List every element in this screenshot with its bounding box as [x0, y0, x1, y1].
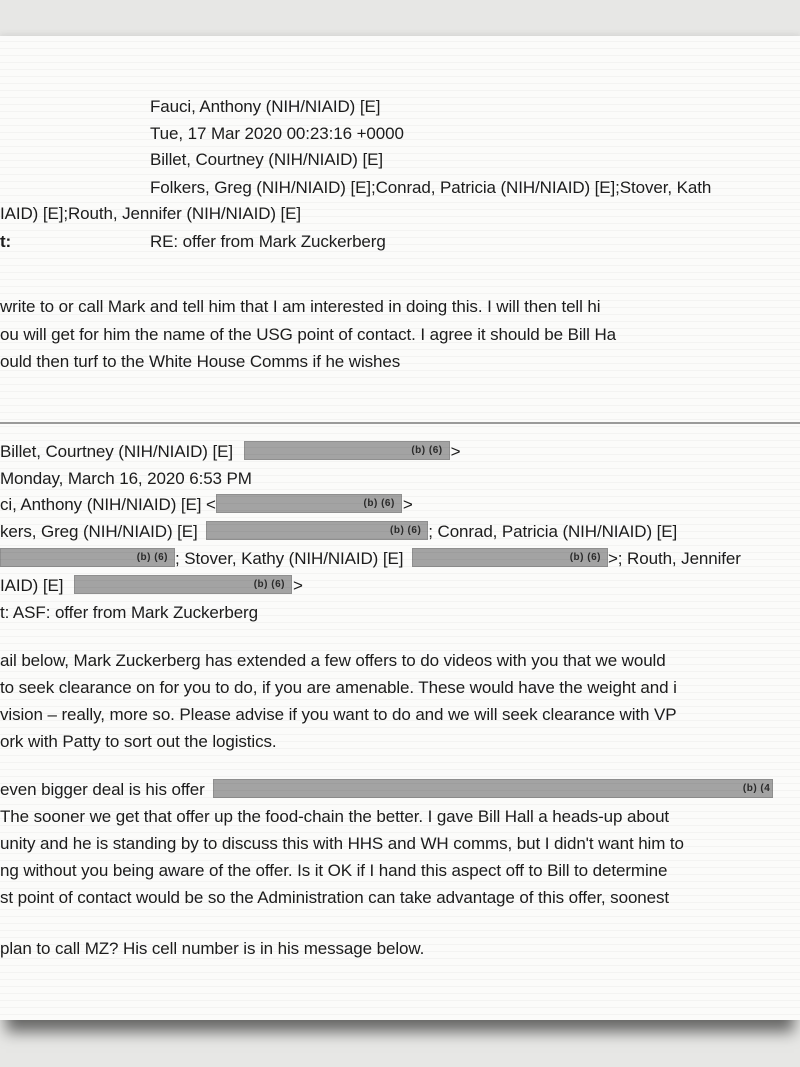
scan-texture-line — [0, 202, 800, 203]
scan-texture-line — [0, 538, 800, 539]
scan-texture-line — [0, 734, 800, 735]
scan-texture-line — [0, 685, 800, 686]
scan-texture-line — [0, 111, 800, 112]
scan-texture-line — [0, 818, 800, 819]
scan-texture-line — [0, 958, 800, 959]
original-sent: Monday, March 16, 2020 6:53 PM — [0, 469, 252, 488]
header-subject: RE: offer from Mark Zuckerberg — [150, 232, 386, 251]
redaction-box — [74, 575, 292, 594]
scan-texture-line — [0, 706, 800, 707]
redaction-box — [412, 548, 608, 567]
scan-texture-line — [0, 279, 800, 280]
scan-texture-line — [0, 573, 800, 574]
header-cc-line2: IAID) [E];Routh, Jennifer (NIH/NIAID) [E] — [0, 204, 302, 223]
scan-texture-line — [0, 286, 800, 287]
scan-texture-line — [0, 895, 800, 896]
scan-texture-line — [0, 1007, 800, 1008]
scan-texture-line — [0, 251, 800, 252]
scan-texture-line — [0, 454, 800, 455]
scan-texture-line — [0, 258, 800, 259]
scan-texture-line — [0, 902, 800, 903]
original-cc-1a: kers, Greg (NIH/NIAID) [E] — [0, 522, 198, 541]
scan-texture-line — [0, 797, 800, 798]
scan-texture-line — [0, 615, 800, 616]
scan-texture-line — [0, 433, 800, 434]
angle-bracket: > — [450, 442, 461, 461]
scan-texture-line — [0, 776, 800, 777]
scan-texture-line — [0, 713, 800, 714]
scan-texture-line — [0, 972, 800, 973]
scan-texture-line — [0, 153, 800, 154]
scan-texture-line — [0, 839, 800, 840]
scan-texture-line — [0, 160, 800, 161]
scan-texture-line — [0, 118, 800, 119]
scan-texture-line — [0, 405, 800, 406]
scan-texture-line — [0, 440, 800, 441]
body-p2-first: even bigger deal is his offer — [0, 780, 205, 799]
reply-line-3: ould then turf to the White House Comms if he wishes — [0, 352, 401, 371]
scan-texture-line — [0, 783, 800, 784]
scan-texture-line — [0, 748, 800, 749]
scan-texture-line — [0, 174, 800, 175]
redaction-code: (b) (4 — [742, 783, 771, 794]
scan-texture-line — [0, 762, 800, 763]
scan-texture-line — [0, 489, 800, 490]
scan-texture-line — [0, 580, 800, 581]
scan-texture-line — [0, 622, 800, 623]
scan-texture-line — [0, 825, 800, 826]
original-cc-2b: ; Stover, Kathy (NIH/NIAID) [E] — [175, 549, 404, 568]
header-from: Fauci, Anthony (NIH/NIAID) [E] — [150, 97, 381, 116]
scan-texture-line — [0, 167, 800, 168]
scan-texture-line — [0, 69, 800, 70]
body-p1-line-2: to seek clearance on for you to do, if you are amenable. These would have the weight and i — [0, 678, 677, 697]
scan-texture-line — [0, 937, 800, 938]
scan-texture-line — [0, 76, 800, 77]
scan-texture-line — [0, 370, 800, 371]
scan-texture-line — [0, 790, 800, 791]
scan-texture-line — [0, 923, 800, 924]
scan-texture-line — [0, 349, 800, 350]
scan-texture-line — [0, 328, 800, 329]
header-sent: Tue, 17 Mar 2020 00:23:16 +0000 — [150, 124, 404, 143]
original-from: Billet, Courtney (NIH/NIAID) [E] — [0, 442, 233, 461]
reply-line-1: write to or call Mark and tell him that I am interested in doing this. I will then tell hi — [0, 297, 601, 316]
scan-texture-line — [0, 195, 800, 196]
original-from-row — [0, 441, 460, 463]
scan-texture-line — [0, 524, 800, 525]
scan-texture-line — [0, 727, 800, 728]
scan-texture-line — [0, 272, 800, 273]
scan-texture-line — [0, 608, 800, 609]
scan-texture-line — [0, 97, 800, 98]
scan-texture-line — [0, 601, 800, 602]
scan-texture-line — [0, 314, 800, 315]
scan-texture-line — [0, 965, 800, 966]
scan-texture-line — [0, 223, 800, 224]
body-p2-line-4: st point of contact would be so the Administration can take advantage of this offer, soonest — [0, 888, 670, 907]
scan-texture-line — [0, 636, 800, 637]
scan-texture-line — [0, 62, 800, 63]
scan-texture-line — [0, 300, 800, 301]
scan-texture-line — [0, 41, 800, 42]
scan-texture-line — [0, 657, 800, 658]
body-p2-line-3: ng without you being aware of the offer. Is it OK if I hand this aspect off to Bill to determine — [0, 861, 668, 880]
scan-texture-line — [0, 874, 800, 875]
body-p2-line-1: The sooner we get that offer up the food-chain the better. I gave Bill Hall a heads-up about — [0, 807, 670, 826]
redaction-code: (b) (6) — [390, 525, 422, 536]
scan-texture-line — [0, 363, 800, 364]
scan-texture-line — [0, 391, 800, 392]
scan-texture-line — [0, 846, 800, 847]
scan-texture-line — [0, 699, 800, 700]
original-cc-2c: >; Routh, Jennifer — [607, 549, 741, 568]
reply-line-2: ou will get for him the name of the USG point of contact. I agree it should be Bill Ha — [0, 325, 617, 344]
scan-texture-line — [0, 993, 800, 994]
scan-texture-line — [0, 426, 800, 427]
scan-texture-line — [0, 510, 800, 511]
scan-texture-line — [0, 132, 800, 133]
scan-texture-line — [0, 692, 800, 693]
scan-texture-line — [0, 930, 800, 931]
scan-texture-line — [0, 860, 800, 861]
scan-texture-line — [0, 447, 800, 448]
body-p3: plan to call MZ? His cell number is in his message below. — [0, 939, 425, 958]
angle-bracket: > — [292, 576, 303, 595]
scan-texture-line — [0, 909, 800, 910]
scan-texture-line — [0, 321, 800, 322]
scan-texture-line — [0, 482, 800, 483]
scan-texture-line — [0, 832, 800, 833]
email-document-page — [0, 36, 800, 1020]
scan-texture-line — [0, 356, 800, 357]
scan-texture-line — [0, 587, 800, 588]
scan-texture-line — [0, 552, 800, 553]
scan-texture-line — [0, 342, 800, 343]
scan-texture-line — [0, 188, 800, 189]
scan-texture-line — [0, 307, 800, 308]
original-to-row — [0, 494, 413, 516]
scan-texture-line — [0, 468, 800, 469]
body-p1-line-4: ork with Patty to sort out the logistics. — [0, 732, 277, 751]
scan-texture-line — [0, 664, 800, 665]
scan-texture-line — [0, 566, 800, 567]
scan-texture-line — [0, 881, 800, 882]
scan-texture-line — [0, 125, 800, 126]
scan-texture-line — [0, 545, 800, 546]
redaction-code: (b) (6) — [136, 552, 168, 563]
scan-texture-line — [0, 237, 800, 238]
original-subject: t: ASF: offer from Mark Zuckerberg — [0, 603, 258, 622]
scan-texture-line — [0, 146, 800, 147]
scan-texture-line — [0, 671, 800, 672]
scan-texture-line — [0, 755, 800, 756]
original-cc-3a: IAID) [E] — [0, 576, 64, 595]
scan-texture-line — [0, 559, 800, 560]
redaction-code: (b) (6) — [253, 579, 285, 590]
redaction-box — [213, 779, 773, 798]
angle-bracket: > — [402, 495, 413, 514]
scan-texture-line — [0, 888, 800, 889]
scan-texture-line — [0, 293, 800, 294]
scan-texture-line — [0, 1014, 800, 1015]
scan-texture-line — [0, 678, 800, 679]
scan-texture-line — [0, 90, 800, 91]
scan-texture-line — [0, 398, 800, 399]
redaction-code: (b) (6) — [411, 445, 443, 456]
body-p1-line-3: vision – really, more so. Please advise if you want to do and we will seek clearance with VP — [0, 705, 677, 724]
scan-texture-line — [0, 384, 800, 385]
scan-texture-line — [0, 419, 800, 420]
scan-texture-line — [0, 244, 800, 245]
original-to: ci, Anthony (NIH/NIAID) [E] < — [0, 495, 216, 514]
scan-texture-line — [0, 461, 800, 462]
scan-texture-line — [0, 629, 800, 630]
scan-texture-line — [0, 216, 800, 217]
scan-texture-line — [0, 55, 800, 56]
header-subject-label: t: — [0, 232, 12, 251]
scan-texture-line — [0, 181, 800, 182]
scan-texture-line — [0, 503, 800, 504]
scan-texture-line — [0, 720, 800, 721]
redaction-box — [0, 548, 175, 567]
scan-texture-line — [0, 853, 800, 854]
body-p2-line-2: unity and he is standing by to discuss this with HHS and WH comms, but I didn't want him to — [0, 834, 684, 853]
scan-texture-line — [0, 83, 800, 84]
scan-texture-line — [0, 209, 800, 210]
scan-texture-line — [0, 496, 800, 497]
scan-texture-line — [0, 104, 800, 105]
scan-texture-line — [0, 650, 800, 651]
scan-texture-line — [0, 804, 800, 805]
redaction-code: (b) (6) — [363, 498, 395, 509]
body-p1-line-1: ail below, Mark Zuckerberg has extended a few offers to do videos with you that we would — [0, 651, 666, 670]
scan-texture-line — [0, 811, 800, 812]
scan-texture-line — [0, 139, 800, 140]
scan-texture-line — [0, 944, 800, 945]
scan-texture-line — [0, 265, 800, 266]
scan-texture-line — [0, 951, 800, 952]
scan-texture-line — [0, 594, 800, 595]
scan-texture-line — [0, 986, 800, 987]
scan-texture-line — [0, 867, 800, 868]
scan-texture-line — [0, 335, 800, 336]
scan-texture-line — [0, 412, 800, 413]
scan-texture-line — [0, 916, 800, 917]
scan-texture-line — [0, 979, 800, 980]
scan-texture-line — [0, 377, 800, 378]
header-to: Billet, Courtney (NIH/NIAID) [E] — [150, 150, 383, 169]
scan-texture-line — [0, 741, 800, 742]
redaction-code: (b) (6) — [569, 552, 601, 563]
header-cc-line1: Folkers, Greg (NIH/NIAID) [E];Conrad, Patricia (NIH/NIAID) [E];Stover, Kath — [150, 178, 712, 197]
scan-texture-line — [0, 230, 800, 231]
scan-texture-line — [0, 475, 800, 476]
scan-texture-line — [0, 643, 800, 644]
scan-texture-line — [0, 1000, 800, 1001]
scan-texture-line — [0, 531, 800, 532]
scan-texture-line — [0, 48, 800, 49]
redaction-box — [244, 441, 450, 460]
scan-texture-line — [0, 769, 800, 770]
message-divider — [0, 422, 800, 424]
scan-texture-line — [0, 517, 800, 518]
original-cc-1b: ; Conrad, Patricia (NIH/NIAID) [E] — [428, 522, 678, 541]
